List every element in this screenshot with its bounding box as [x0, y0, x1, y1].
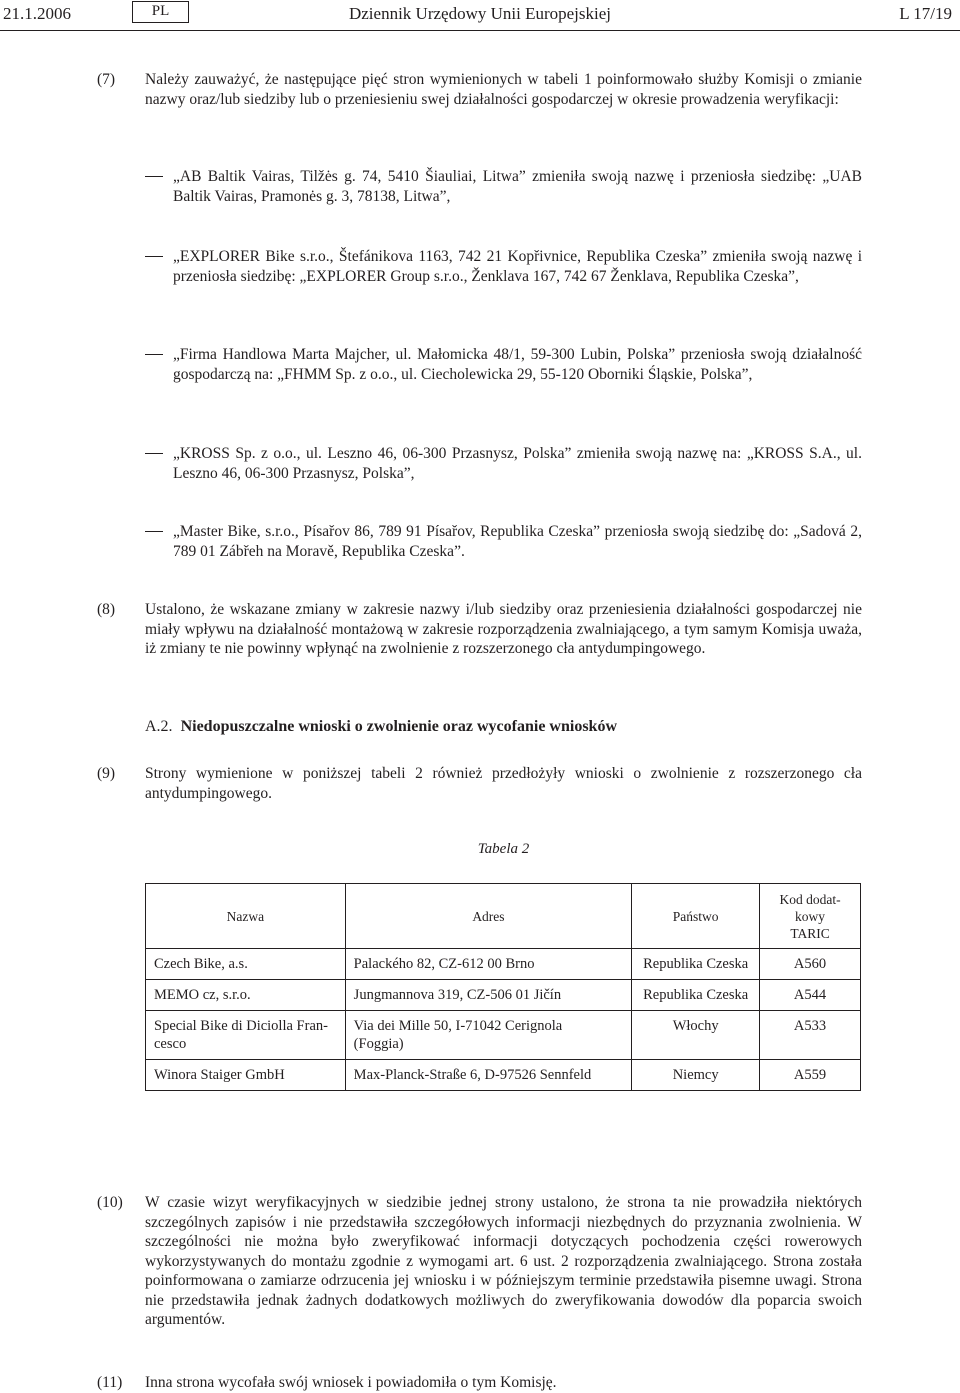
header-address: Adres [345, 884, 632, 949]
header-taric-label: Kod dodat- kowy TARIC [779, 891, 841, 941]
cell-name: Czech Bike, a.s. [146, 949, 346, 980]
page-number: L 17/19 [899, 4, 952, 23]
cell-country: Republika Czeska [632, 949, 760, 980]
language-code-box: PL [132, 1, 189, 23]
section-heading [145, 717, 617, 737]
table-row [146, 1011, 861, 1060]
list-item [145, 522, 862, 561]
list-item-text: „AB Baltik Vairas, Tilžės g. 74, 5410 Šiauliai, Litwa” zmieniła swoją nazwę i przeniosła siedzibę: „UAB Baltik Vairas, Pramonės g. 3, 78138, Litwa”, [173, 168, 862, 205]
list-item-text: „KROSS Sp. z o.o., ul. Leszno 46, 06-300 Przasnysz, Polska” zmieniła swoją nazwę na: „KROSS S.A., ul. Leszno 46, 06-300 Przasnysz, Polska”, [173, 445, 862, 482]
list-item [145, 167, 862, 206]
dash-mark [145, 354, 163, 355]
paragraph-number: (10) [97, 1194, 123, 1211]
cell-country: Republika Czeska [632, 980, 760, 1011]
dash-mark [145, 453, 163, 454]
paragraph-number: (8) [97, 601, 116, 618]
paragraph-10 [97, 1193, 862, 1330]
paragraph-number: (9) [97, 765, 116, 782]
section-title: Niedopuszczalne wnioski o zwolnienie oraz wycofanie wniosków [180, 718, 618, 735]
cell-taric: A544 [760, 980, 861, 1011]
header-name: Nazwa [146, 884, 346, 949]
header-taric [760, 884, 861, 949]
cell-taric: A533 [760, 1011, 861, 1060]
cell-name: Winora Staiger GmbH [146, 1060, 346, 1091]
list-item-text: „Master Bike, s.r.o., Písařov 86, 789 91 Písařov, Republika Czeska” przeniosła swoją siedzibę do: „Sadová 2, 789 01 Zábřeh na Moravě, Republika Czeska”. [173, 523, 862, 560]
cell-name-text: Special Bike di Diciolla Fran- cesco [154, 1018, 328, 1052]
paragraph-text: W czasie wizyt weryfikacyjnych w siedzibie jednej strony ustalono, że strona ta nie prowadziła niektórych szczególnych zapisów i nie przedstawiła szczegółowych informacji niezbędnych do przyznania zwolnienia. W szczególności nie można było zweryfikować informacji dotyczących pochodzenia części rowerowych wykorzystywanych do montażu zgodnie z wymogami art. 6 ust. 2 rozporządzenia zwalniającego. Strona została poinformowana o zamiarze odrzucenia jej wniosku i w późniejszym terminie przedstawiła pisemne uwagi. Strona nie przedstawiła jednak żadnych dodatkowych możliwych do zweryfikowania dowodów dla poparcia swoich argumentów. [145, 1194, 862, 1328]
page-header [0, 0, 960, 40]
dash-mark [145, 256, 163, 257]
paragraph-11 [97, 1373, 862, 1393]
list-item-text: „EXPLORER Bike s.r.o., Štefánikova 1163, 742 21 Kopřivnice, Republika Czeska” zmieniła swoją nazwę i przeniosła siedzibę: „EXPLORER Group s.r.o., Ženklava 167, 742 67 Ženklava, Republika Czeska”, [173, 248, 862, 285]
cell-country: Niemcy [632, 1060, 760, 1091]
paragraph-number: (11) [97, 1374, 123, 1391]
header-rule [0, 30, 960, 31]
exemption-table [145, 883, 861, 1091]
table-row [146, 1060, 861, 1091]
table-row [146, 980, 861, 1011]
dash-mark [145, 531, 163, 532]
paragraph-text: Ustalono, że wskazane zmiany w zakresie nazwy i/lub siedziby oraz przeniesienia działalności gospodarczej nie miały wpływu na działalność montażową w zakresie rozporządzenia zwalniającego, a tym samym Komisja uważa, iż zmiany te nie powinny wpłynąć na zwolnienie z rozszerzonego cła antydumpingowego. [145, 601, 862, 657]
cell-taric: A559 [760, 1060, 861, 1091]
list-item [145, 444, 862, 483]
cell-address: Jungmannova 319, CZ-506 01 Jičín [345, 980, 632, 1011]
paragraph-text: Strony wymienione w poniższej tabeli 2 również przedłożyły wnioski o zwolnienie z rozszerzonego cła antydumpingowego. [145, 765, 862, 802]
list-item [145, 345, 862, 384]
list-item-text: „Firma Handlowa Marta Majcher, ul. Małomicka 48/1, 59-300 Lubin, Polska” przeniosła swoją działalność gospodarczą na: „FHMM Sp. z o.o., ul. Ciecholewicka 29, 55-120 Oborniki Śląskie, Polska”, [173, 346, 862, 383]
table-header-row [146, 884, 861, 949]
table-caption: Tabela 2 [477, 841, 530, 857]
paragraph-7 [97, 70, 862, 109]
list-item [145, 247, 862, 286]
header-country: Państwo [632, 884, 760, 949]
cell-name [146, 1011, 346, 1060]
cell-name: MEMO cz, s.r.o. [146, 980, 346, 1011]
cell-address [345, 1011, 632, 1060]
paragraph-number: (7) [97, 71, 116, 88]
section-number: A.2. [145, 718, 173, 735]
header-date: 21.1.2006 [3, 4, 71, 23]
paragraph-8 [97, 600, 862, 659]
cell-address-text: Via dei Mille 50, I-71042 Cerignola (Foggia) [353, 1018, 563, 1052]
cell-taric: A560 [760, 949, 861, 980]
paragraph-text: Należy zauważyć, że następujące pięć stron wymienionych w tabeli 1 poinformowało służby Komisji o zmianie nazwy oraz/lub siedziby lub o przeniesieniu swej działalności gospodarczej w okresie prowadzenia weryfikacji: [145, 71, 862, 108]
journal-title: Dziennik Urzędowy Unii Europejskiej [348, 4, 611, 23]
paragraph-9 [97, 764, 862, 803]
cell-country: Włochy [632, 1011, 760, 1060]
paragraph-text: Inna strona wycofała swój wniosek i powiadomiła o tym Komisję. [145, 1374, 557, 1391]
cell-address: Palackého 82, CZ-612 00 Brno [345, 949, 632, 980]
table-row [146, 949, 861, 980]
dash-mark [145, 176, 163, 177]
cell-address: Max-Planck-Straße 6, D-97526 Sennfeld [345, 1060, 632, 1091]
